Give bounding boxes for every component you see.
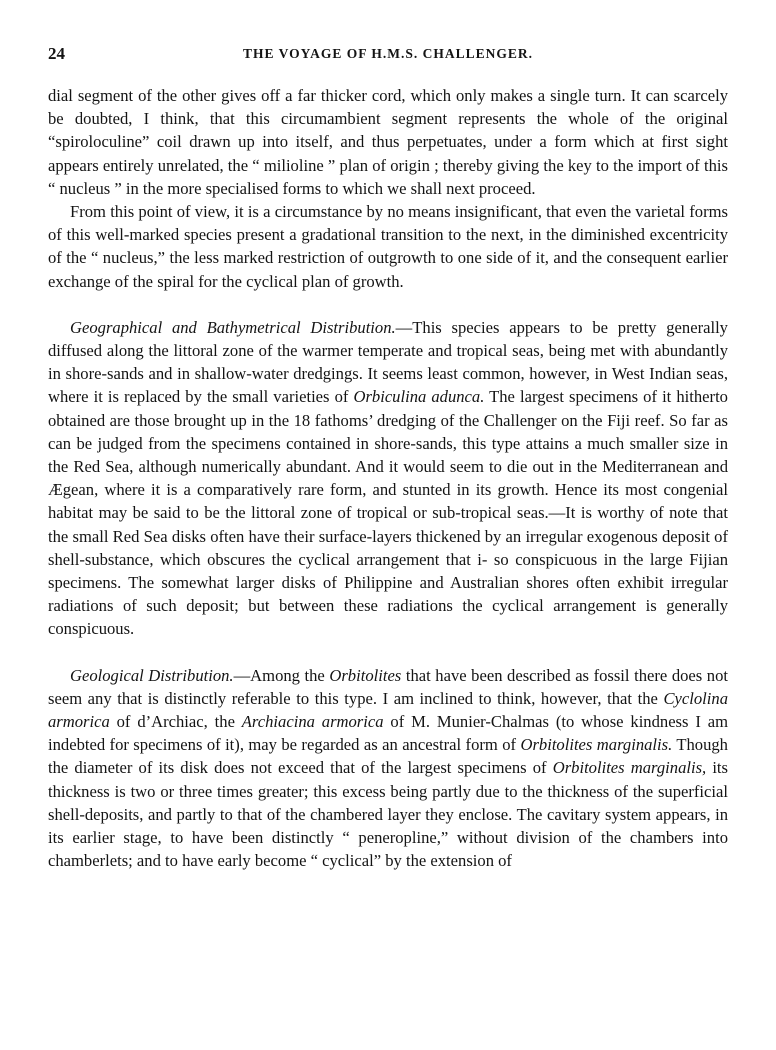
species-name-cyclolina: Cyclolina armorica: [48, 688, 728, 732]
genus-name-orbitolites: Orbitolites: [329, 665, 402, 685]
geological-text-f: its thickness is two or three times greater; this excess being partly due to the thickness of the superficial shell-deposits, and partly to that of the chambered layer they enclose. The cavitary system appears, in its earlier stage, to have been distinctly “ peneropline,” without division of the chambers into chamberlets; and to have early become “ cyclical” by the extension of: [48, 758, 729, 871]
page: [48, 44, 728, 873]
geological-text-b: that have been described as fossil there does not seem any that is distinctly referable to this type. I am inclined to think, however, that the: [48, 665, 728, 708]
species-name-marginalis: Orbitolites marginalis.: [520, 735, 673, 755]
geological-text-e: Though the diameter of its disk does not exceed that of the largest specimens of: [48, 735, 728, 778]
geological-text-c: of d’Archiac, the: [109, 712, 242, 732]
paragraph-continuation: dial segment of the other gives off a far thicker cord, which only makes a single turn. It can scarcely be doubted, I think, that this circumambient segment represents the whole of the original “spiroloculine” coil drawn up into itself, and thus perpetuates, under a form which at first sight appears entirely unrelated, the “ milioline ” plan of origin ; thereby giving the key to the import of this “ nucleus ” in the more specialised forms to which we shall next proceed.: [48, 86, 728, 198]
geological-text-d: of M. Munier-Chalmas (to whose kindness I am indebted for specimens of it), may be regarded as an ancestral form of: [48, 712, 728, 755]
paragraph-geological-distribution: [48, 664, 728, 873]
running-title: THE VOYAGE OF H.M.S. CHALLENGER.: [242, 46, 534, 61]
geographical-text-a: —This species appears to be pretty generally diffused along the littoral zone of the warmer temperate and tropical seas, being met with abundantly in shore-sands and in shallow-water dredgings. It seems least common, however, in West Indian seas, where it is replaced by the small varieties of: [48, 317, 728, 407]
species-name-marginalis-second: Orbitolites marginalis,: [552, 758, 707, 778]
species-name-orbiculina: Orbiculina adunca.: [353, 387, 485, 407]
page-number: 24: [48, 44, 65, 63]
species-name-archiacina: Archiacina armorica: [241, 712, 384, 732]
geographical-text-b: The largest specimens of it hitherto obtained are those brought up in the 18 fathoms’ dredging of the Challenger on the Fiji reef. So far as can be judged from the specimens contained in shore-sands, this type attains a much smaller size in the Red Sea, although numerically abundant. And it would seem to die out in the Mediterranean and Ægean, where it is a comparatively rare form, and stunted in its growth. Hence its most congenial habitat may be said to be the littoral zone of tropical or sub-tropical seas.—It is worthy of note that the small Red Sea disks often have their surface-layers thickened by an irregular exogenous deposit of shell-substance, which obscures the cyclical arrangement that i- so conspicuous in the large Fijian specimens. The somewhat larger disks of Philippine and Australian shores often exhibit irregular radiations of such deposit; but between these radiations the cyclical arrangement is generally conspicuous.: [48, 387, 728, 639]
paragraph-point-of-view: From this point of view, it is a circumstance by no means insignificant, that even the varietal forms of this well-marked species present a gradational transition to the next, in the diminished excentricity of the “ nucleus,” the less marked restriction of outgrowth to one side of it, and the consequent earlier exchange of the spiral for the cyclical plan of growth.: [48, 202, 728, 291]
section-heading-geographical: Geographical and Bathymetrical Distribution.: [70, 317, 396, 337]
section-heading-geological: Geological Distribution.: [70, 665, 234, 685]
paragraph-geographical-distribution: [48, 316, 728, 641]
page-header: [48, 44, 728, 68]
geological-text-a: —Among the: [233, 665, 330, 685]
